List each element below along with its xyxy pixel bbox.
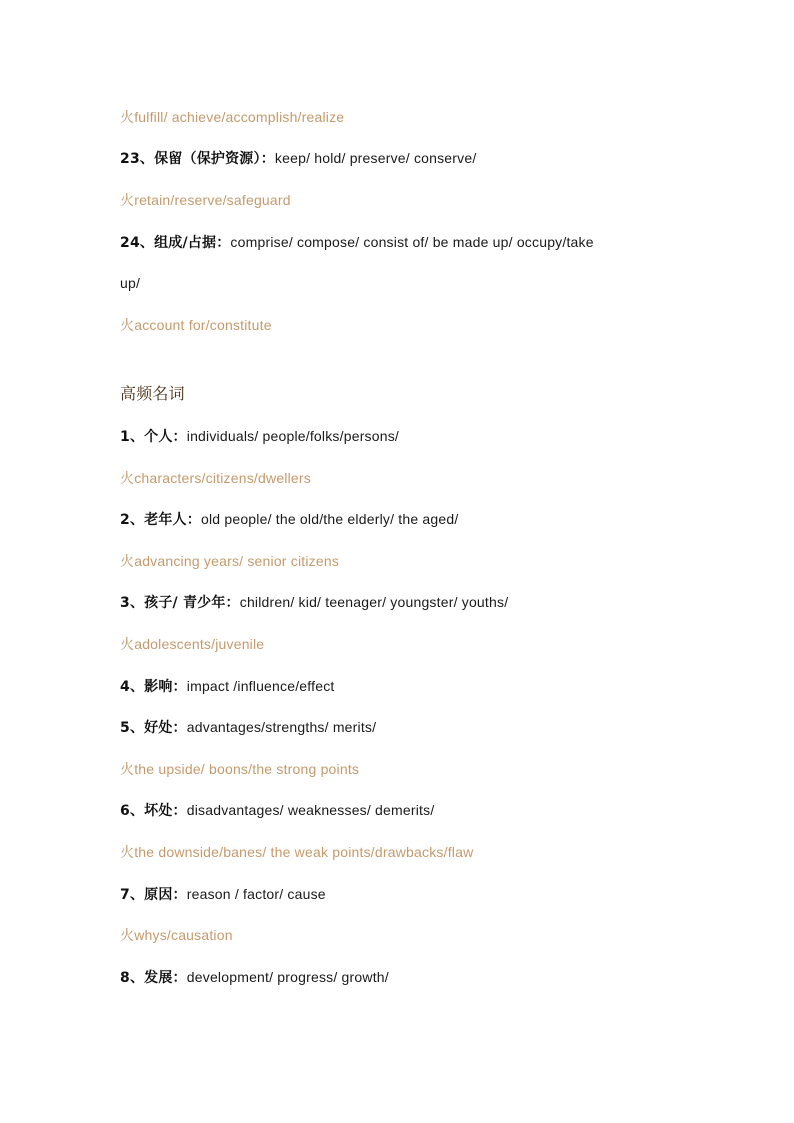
entry-synonyms: reason / factor/ cause [186,886,326,902]
entry-number: 7、 [120,887,145,903]
synonyms-text: the upside/ boons/the strong points [134,761,360,777]
entry-synonyms: children/ kid/ teenager/ youngster/ youths/ [239,594,509,610]
fire-mark: 火 [120,928,135,944]
noun-entry-3 [120,593,508,612]
entry-synonyms: individuals/ people/folks/persons/ [186,428,400,444]
advanced-synonyms-line [120,316,272,335]
entry-chinese-term: 影响： [144,679,187,695]
entry-chinese-term: 坏处： [144,803,187,819]
advanced-synonyms-line [120,760,359,779]
synonyms-text: fulfill/ achieve/accomplish/realize [134,109,345,125]
entry-chinese-term: 组成/占据： [154,235,231,251]
entry-synonyms: keep/ hold/ preserve/ conserve/ [274,150,477,166]
synonyms-text: the downside/banes/ the weak points/drawbacks/flaw [134,844,474,860]
entry-synonyms: comprise/ compose/ consist of/ be made up/ occupy/take [230,234,594,250]
advanced-synonyms-line [120,635,264,654]
advanced-synonyms-line [120,843,473,862]
noun-entry-5 [120,718,376,737]
entry-synonyms: disadvantages/ weaknesses/ demerits/ [186,802,435,818]
fire-mark: 火 [120,318,135,334]
noun-entry-6 [120,801,434,820]
fire-mark: 火 [120,554,135,570]
fire-mark: 火 [120,762,135,778]
advanced-synonyms-line [120,469,311,488]
entry-chinese-term: 保留（保护资源）： [154,151,275,167]
entry-number: 1、 [120,429,145,445]
noun-entry-1 [120,427,399,446]
noun-entry-4 [120,677,335,696]
entry-chinese-term: 孩子/ 青少年： [144,595,240,611]
advanced-synonyms-line [120,108,344,127]
entry-chinese-term: 个人： [144,429,187,445]
entry-number: 2、 [120,512,145,528]
synonyms-text: account for/constitute [134,317,272,333]
entry-number: 24、 [120,235,155,251]
entry-synonyms: impact /influence/effect [186,678,335,694]
synonyms-text: retain/reserve/safeguard [134,192,291,208]
synonyms-text: characters/citizens/dwellers [134,470,311,486]
noun-entry-2 [120,510,458,529]
vocab-entry-23 [120,149,476,168]
entry-chinese-term: 好处： [144,720,187,736]
entry-number: 8、 [120,970,145,986]
entry-number: 23、 [120,151,155,167]
fire-mark: 火 [120,110,135,126]
fire-mark: 火 [120,471,135,487]
synonyms-text: whys/causation [134,927,233,943]
entry-chinese-term: 老年人： [144,512,201,528]
entry-chinese-term: 原因： [144,887,187,903]
fire-mark: 火 [120,845,135,861]
entry-synonyms: development/ progress/ growth/ [186,969,389,985]
noun-entry-8 [120,968,389,987]
advanced-synonyms-line [120,926,233,945]
synonyms-text: advancing years/ senior citizens [134,553,340,569]
vocab-entry-24-continued [120,274,140,292]
entry-number: 6、 [120,803,145,819]
entry-chinese-term: 发展： [144,970,187,986]
entry-synonyms: up/ [120,275,141,291]
entry-number: 4、 [120,679,145,695]
entry-synonyms: old people/ the old/the elderly/ the aged/ [200,511,459,527]
entry-number: 3、 [120,595,145,611]
vocab-entry-24 [120,233,594,252]
fire-mark: 火 [120,637,135,653]
section-heading: 高频名词 [120,384,185,403]
fire-mark: 火 [120,193,135,209]
entry-synonyms: advantages/strengths/ merits/ [186,719,377,735]
advanced-synonyms-line [120,552,339,571]
synonyms-text: adolescents/juvenile [134,636,265,652]
entry-number: 5、 [120,720,145,736]
advanced-synonyms-line [120,191,291,210]
noun-entry-7 [120,885,326,904]
